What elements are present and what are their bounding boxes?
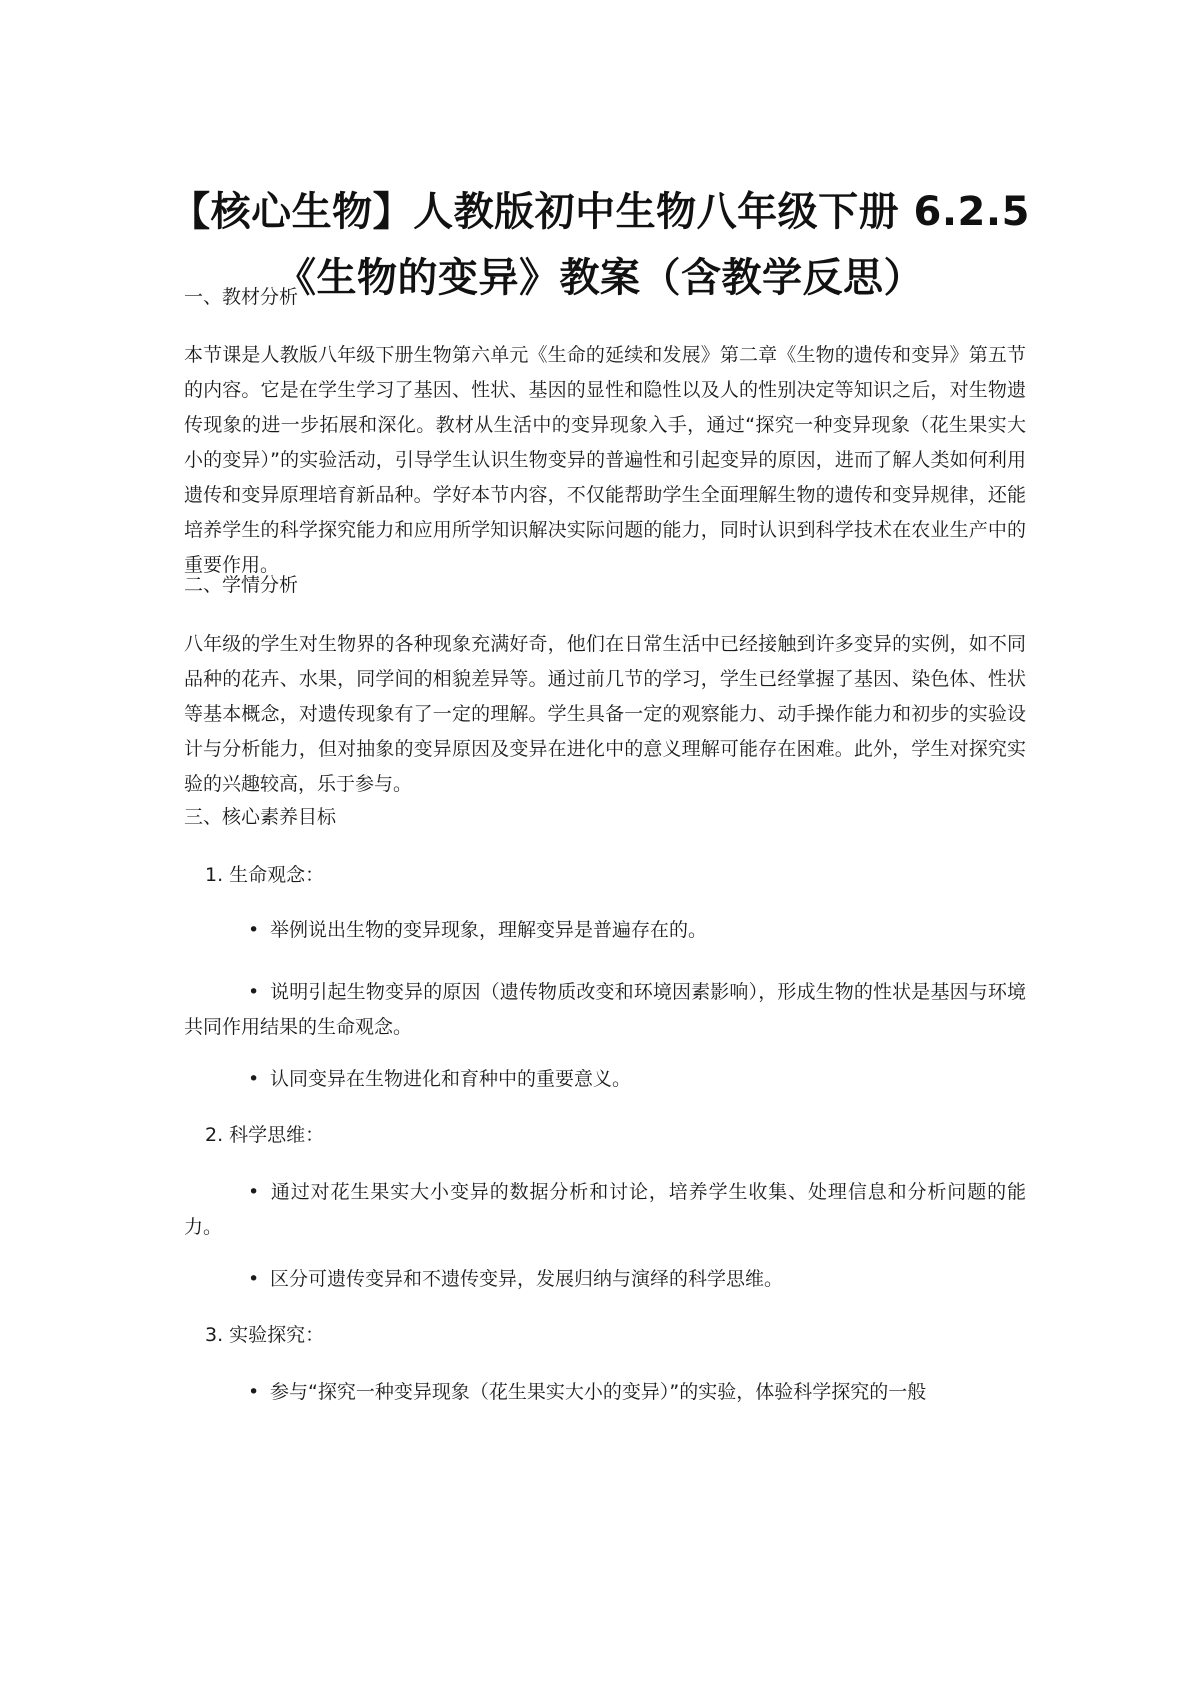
list-item xyxy=(184,1262,1026,1297)
bullet-icon: • xyxy=(248,1381,260,1403)
goal-item-experiment-inquiry: 3. 实验探究： xyxy=(205,1324,325,1346)
bullet-text: 举例说出生物的变异现象，理解变异是普遍存在的。 xyxy=(270,919,708,941)
bullet-text: 说明引起生物变异的原因（遗传物质改变和环境因素影响），形成生物的性状是基因与环境共同作用结果的生命观念。 xyxy=(184,981,1026,1038)
bullet-icon: • xyxy=(248,1068,260,1090)
section-heading-teaching-material: 一、教材分析 xyxy=(184,286,299,308)
section-heading-student-analysis: 二、学情分析 xyxy=(184,574,299,596)
section-heading-core-goals: 三、核心素养目标 xyxy=(184,806,337,828)
goal-item-scientific-thinking: 2. 科学思维： xyxy=(205,1124,325,1146)
bullet-text: 认同变异在生物进化和育种中的重要意义。 xyxy=(270,1068,632,1090)
list-item xyxy=(184,913,1026,948)
list-item xyxy=(184,1175,1026,1245)
list-item xyxy=(184,975,1026,1045)
goal-item-life-concept: 1. 生命观念： xyxy=(205,864,325,886)
bullet-icon: • xyxy=(248,1268,260,1290)
paragraph-student-analysis: 八年级的学生对生物界的各种现象充满好奇，他们在日常生活中已经接触到许多变异的实例，如不同品种的花卉、水果，同学间的相貌差异等。通过前几节的学习，学生已经掌握了基因、染色体、性状等基本概念，对遗传现象有了一定的理解。学生具备一定的观察能力、动手操作能力和初步的实验设计与分析能力，但对抽象的变异原因及变异在进化中的意义理解可能存在困难。此外，学生对探究实验的兴趣较高，乐于参与。 xyxy=(184,633,1026,795)
bullet-icon: • xyxy=(248,1181,260,1203)
bullet-text: 区分可遗传变异和不遗传变异，发展归纳与演绎的科学思维。 xyxy=(270,1268,784,1290)
document-title-line-1: 【核心生物】人教版初中生物八年级下册 6.2.5 xyxy=(170,189,1030,235)
bullet-icon: • xyxy=(248,981,260,1003)
list-item xyxy=(184,1375,1026,1410)
bullet-text: 参与“探究一种变异现象（花生果实大小的变异）”的实验，体验科学探究的一般 xyxy=(270,1381,927,1403)
document-title-line-2: 《生物的变异》教案（含教学反思） xyxy=(276,255,924,301)
paragraph-teaching-material: 本节课是人教版八年级下册生物第六单元《生命的延续和发展》第二章《生物的遗传和变异》第五节的内容。它是在学生学习了基因、性状、基因的显性和隐性以及人的性别决定等知识之后，对生物遗传现象的进一步拓展和深化。教材从生活中的变异现象入手，通过“探究一种变异现象（花生果实大小的变异）”的实验活动，引导学生认识生物变异的普遍性和引起变异的原因，进而了解人类如何利用遗传和变异原理培育新品种。学好本节内容，不仅能帮助学生全面理解生物的遗传和变异规律，还能培养学生的科学探究能力和应用所学知识解决实际问题的能力，同时认识到科学技术在农业生产中的重要作用。 xyxy=(184,344,1026,576)
bullet-text: 通过对花生果实大小变异的数据分析和讨论，培养学生收集、处理信息和分析问题的能力。 xyxy=(184,1181,1026,1238)
bullet-icon: • xyxy=(248,919,260,941)
list-item xyxy=(184,1062,1026,1097)
